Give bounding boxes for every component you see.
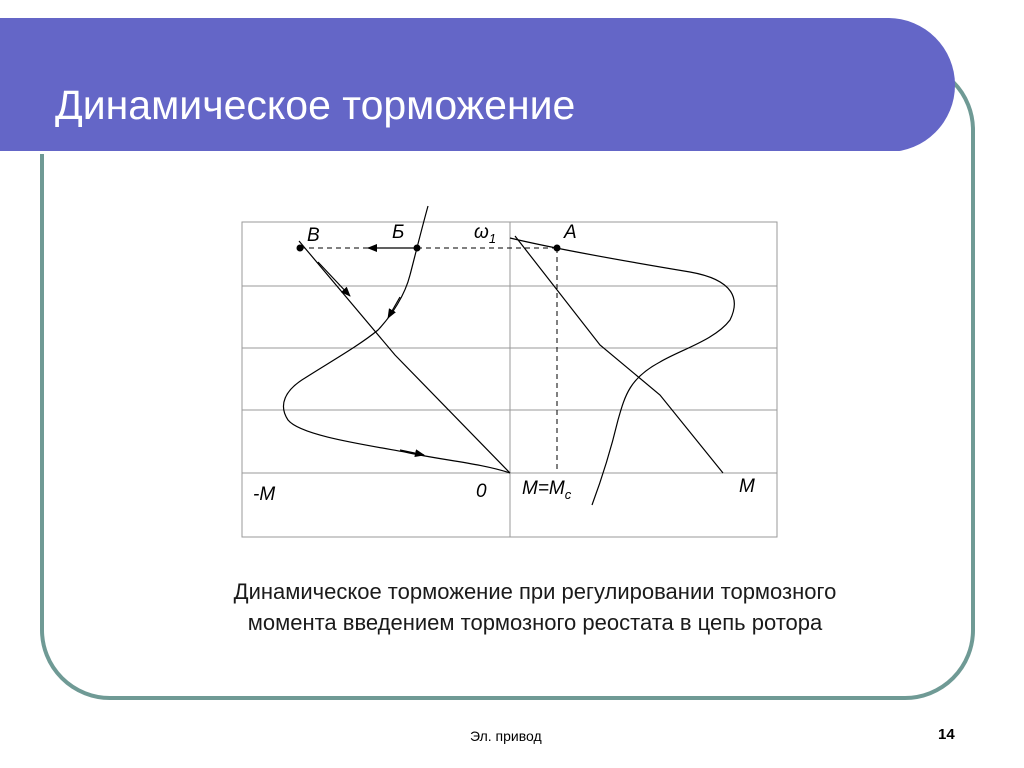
omega-symbol: ω: [474, 222, 489, 243]
load-line-right: [515, 236, 723, 473]
label-torque: М: [739, 476, 755, 497]
braking-diagram: [230, 195, 790, 550]
slide-caption: [120, 576, 950, 638]
label-load-torque-subscript: с: [564, 487, 572, 502]
omega-subscript: 1: [488, 231, 497, 246]
caption-line-2: момента введением тормозного реостата в цепь ротора: [247, 610, 823, 635]
label-zero: 0: [476, 481, 487, 502]
slide-number: 14: [938, 726, 955, 743]
point-b-dot: [414, 245, 421, 252]
direction-arrow: [400, 450, 424, 455]
title-band: [0, 18, 955, 152]
label-load-torque: [522, 478, 572, 502]
label-point-a: А: [564, 222, 577, 243]
direction-arrow: [318, 262, 350, 296]
motor-characteristic-curve: [510, 238, 734, 505]
footer-text: Эл. привод: [470, 728, 542, 744]
point-v-dot: [297, 245, 304, 252]
slide-title: Динамическое торможение: [55, 82, 576, 128]
point-a-dot: [554, 245, 561, 252]
label-load-torque-main: М=М: [522, 478, 565, 499]
title-underline: [0, 151, 905, 154]
label-omega: [474, 222, 496, 246]
label-point-v: В: [307, 225, 320, 246]
label-point-b: Б: [392, 222, 405, 243]
direction-arrow: [388, 297, 400, 318]
caption-line-1: Динамическое торможение при регулировании тормозного: [233, 579, 837, 604]
braking-characteristic-curve: [283, 206, 510, 473]
diagram-svg: [230, 195, 790, 545]
label-negative-torque: -М: [253, 484, 276, 505]
